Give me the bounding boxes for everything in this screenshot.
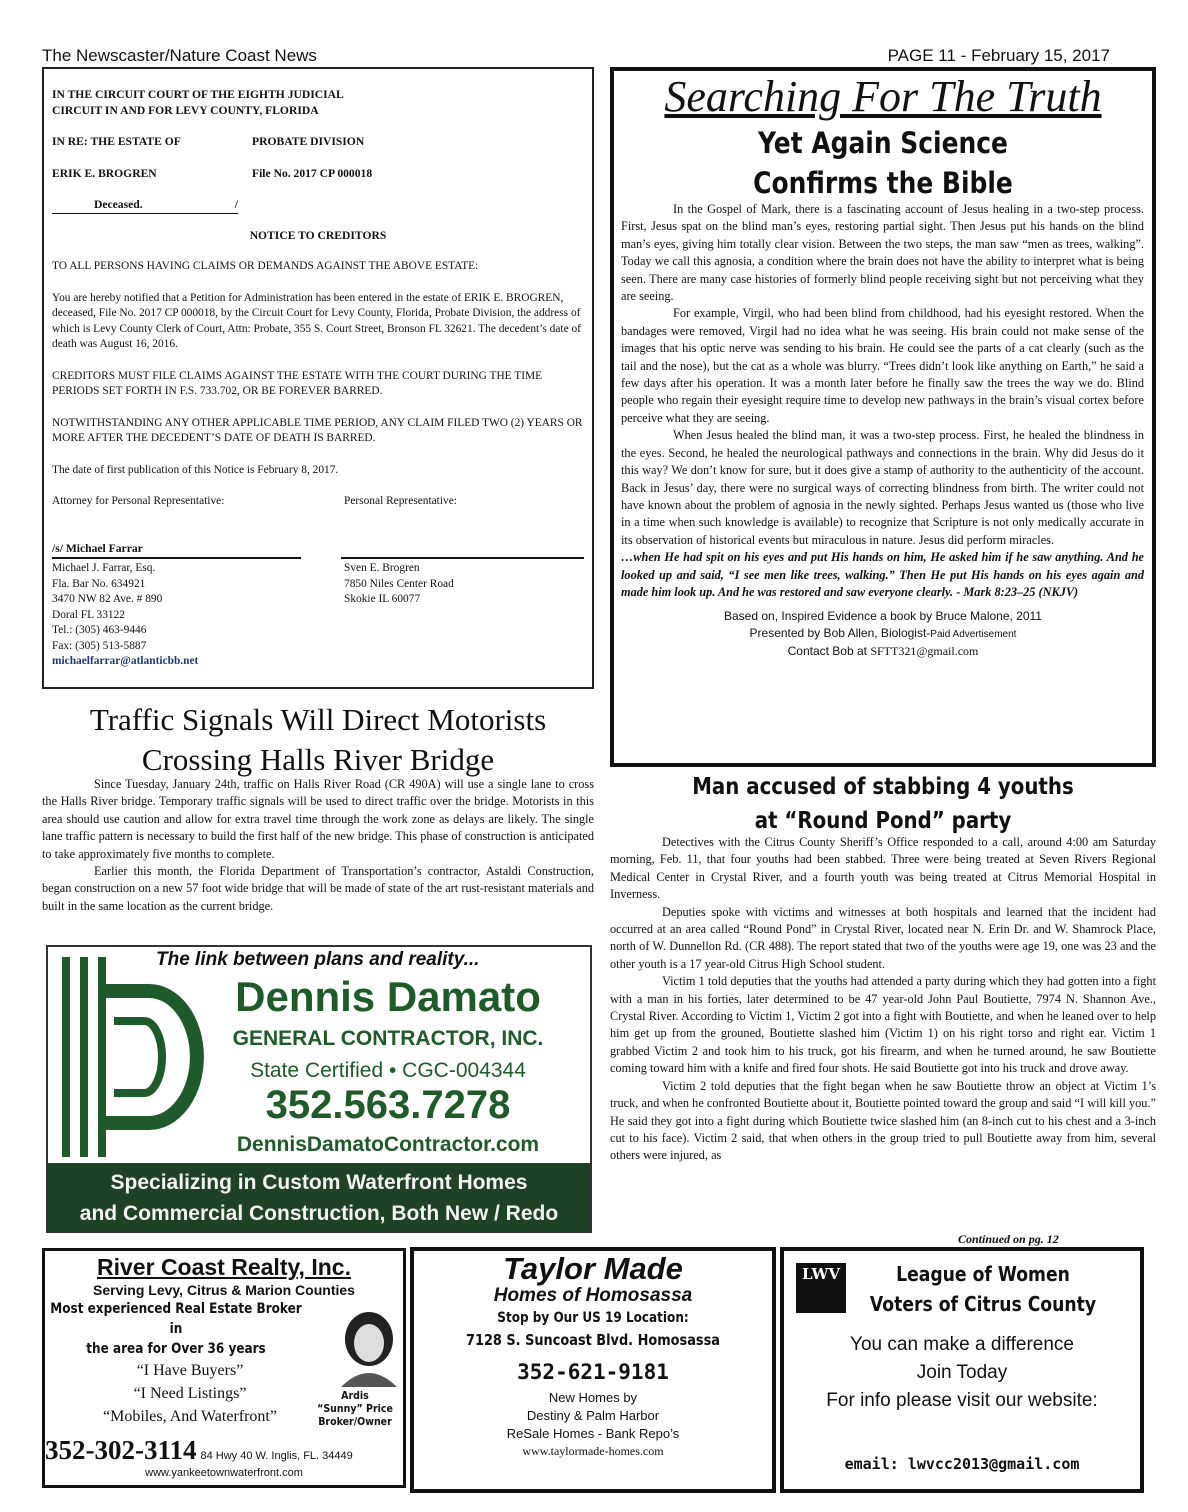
river-address: 84 Hwy 40 W. Inglis, FL. 34449 xyxy=(200,1450,353,1462)
stabbing-headline: Man accused of stabbing 4 youths at “Round Pond” party xyxy=(692,774,1074,834)
taylor-website[interactable]: www.taylormade-homes.com xyxy=(522,1444,664,1458)
league-message: You can make a difference Join Today For info please visit our website: xyxy=(826,1334,1098,1411)
taylor-stop: Stop by Our US 19 Location: xyxy=(497,1310,689,1326)
river-slogans: “I Have Buyers” “I Need Listings” “Mobiles, And Waterfront” xyxy=(103,1362,277,1425)
name-row: ERIK E. BROGREN File No. 2017 CP 000018 xyxy=(52,166,373,180)
taylor-services: New Homes by Destiny & Palm Harbor ReSale Homes - Bank Repo’s xyxy=(506,1390,680,1441)
damato-specialty-banner: Specializing in Custom Waterfront Homes and Commercial Construction, Both New / Redo xyxy=(48,1163,590,1231)
damato-name: Dennis Damato xyxy=(235,973,541,1020)
agent-photo-icon xyxy=(335,1309,403,1387)
league-name: League of Women Voters of Citrus County xyxy=(869,1262,1097,1316)
taylor-made-ad xyxy=(410,1247,776,1493)
continued-link[interactable]: Continued on pg. 12 xyxy=(958,1232,1059,1246)
searching-for-truth-box xyxy=(610,67,1156,767)
notice-p3: CREDITORS MUST FILE CLAIMS AGAINST THE ESTATE WITH THE COURT DURING THE TIME PERIODS SET FORTH IN F.S. 733.702, OR BE FOREVER BARRED. xyxy=(52,369,543,397)
page-date: PAGE 11 - February 15, 2017 xyxy=(887,46,1110,65)
attorney-label: Attorney for Personal Representative: xyxy=(52,495,225,507)
article-credits: Based on, Inspired Evidence a book by Bruce Malone, 2011 Presented by Bob Allen, Biologist-Paid Advertisement Contact Bob at SFTT321@gmail.com xyxy=(724,609,1042,659)
damato-logo-icon xyxy=(54,951,204,1161)
taylor-address: 7128 S. Suncoast Blvd. Homosassa xyxy=(466,1331,720,1349)
taylor-subtitle: Homes of Homosassa xyxy=(493,1285,693,1306)
damato-tagline: The link between plans and reality... xyxy=(156,949,480,970)
rep-signature-line xyxy=(341,541,584,560)
attorney-email[interactable]: michaelfarrar@atlanticbb.net xyxy=(52,655,199,667)
river-website[interactable]: www.yankeetownwaterfront.com xyxy=(145,1467,303,1479)
notice-p1: TO ALL PERSONS HAVING CLAIMS OR DEMANDS AGAINST THE ABOVE ESTATE: xyxy=(52,260,479,272)
damato-cert: State Certified • CGC-004344 xyxy=(250,1059,526,1082)
damato-company: GENERAL CONTRACTOR, INC. xyxy=(232,1027,544,1050)
league-ad xyxy=(780,1247,1144,1493)
attorney-block: Michael J. Farrar, Esq. Fla. Bar No. 634921 3470 NW 82 Ave. # 890 Doral FL 33122 Tel.: (305) 463-9446 Fax: (305) 513-5887 michaelfarrar@atlanticbb.net xyxy=(52,561,344,670)
traffic-body: Since Tuesday, January 24th, traffic on Halls River Road (CR 490A) will use a single lane to cross the Halls River bridge. Temporary traffic signals will be used to direct traffic over the bridge. Motorists in this area should use caution and allow for extra travel time through the work zone as delays are likely. The single lane traffic pattern is necessary to build the first half of the new bridge. This phase of construction is anticipated to take approximately five months to complete. Earlier this month, the Florida Department of Transportation’s contractor, Astaldi Construction, began construction on a new 57 foot wide bridge that will be made of state of the art rust-resistant materials and built in the same location as the current bridge. xyxy=(42,777,594,913)
river-coast-ad xyxy=(42,1248,406,1488)
notice-p4: NOTWITHSTANDING ANY OTHER APPLICABLE TIME PERIOD, ANY CLAIM FILED TWO (2) YEARS OR MORE AFTER THE DECEDENT’S DATE OF DEATH IS BARRED. xyxy=(52,416,583,444)
traffic-headline: Traffic Signals Will Direct Motorists Crossing Halls River Bridge xyxy=(89,702,547,777)
headline-line-1: Yet Again Science xyxy=(758,126,1008,160)
court-line-2: CIRCUIT IN AND FOR LEVY COUNTY, FLORIDA xyxy=(52,103,319,117)
scripture-quote: …when He had spit on his eyes and put His hands on him, He asked him if he saw anything. And he looked up and said, “I see men like trees, walking.” Then He put His hands on his eyes again and made him look up. And he was restored and saw everyone clearly. - Mark 8:23–25 (NKJV) xyxy=(621,550,1144,599)
column-title: Searching For The Truth xyxy=(664,72,1102,121)
notice-p5: The date of first publication of this Notice is February 8, 2017. xyxy=(52,463,339,476)
rep-block: Sven E. Brogren 7850 Niles Center Road Skokie IL 60077 xyxy=(344,562,454,605)
agent-caption: Ardis “Sunny” Price Broker/Owner xyxy=(317,1389,393,1428)
lwv-logo-icon: LWV xyxy=(796,1263,846,1313)
rep-label: Personal Representative: xyxy=(344,495,457,507)
court-line-1: IN THE CIRCUIT COURT OF THE EIGHTH JUDICIAL xyxy=(52,88,344,101)
taylor-name: Taylor Made xyxy=(503,1251,683,1286)
deceased-line: Deceased. / xyxy=(52,197,238,214)
damato-ad xyxy=(46,945,592,1233)
taylor-phone[interactable]: 352-621-9181 xyxy=(517,1360,669,1384)
river-contact xyxy=(45,1435,405,1466)
river-name: River Coast Realty, Inc. xyxy=(97,1254,351,1280)
stabbing-body: Detectives with the Citrus County Sheriff’s Office responded to a call, around 4:00 am Saturday morning, Feb. 11, that four youths had been stabbed. Three were being treated at Seven Rivers Regional Medical Center in Crystal River, and a fourth youth was being treated at Citrus Memorial Hospital in Inverness. Deputies spoke with victims and witnesses at both hospitals and learned that the incident had occurred at an area called “Round Pond” in Crystal River, located near N. Erin Dr. and W. Shamrock Place, north of W. Dunnellon Rd. (CR 488). The report stated that two of the youths were age 19, one was 23 and the other youth is a 17 year-old Citrus High School student. Victim 1 told deputies that the youths had attended a party during which they had gotten into a fight with a man in his forties, later determined to be 47 year-old John Paul Boutiette, 7974 N. Shannon Ave., Crystal River. According to Victim 1, Victim 2 got into a fight with Boutiette, and when he leaned over to help him get up from the grouned, Boutiette slashed him (Victim 1) on his right torso and right ear. Victim 1 grabbed Victim 2 and took him to his truck, got his firearm, and when he turned around, he saw Boutiette coming toward him with a knife and fired four shots. He said Boutiette got into his truck and drove away. Victim 2 told deputies that the fight began when he saw Boutiette throw an object at Victim 1’s truck, and when he confronted Boutiette about it, Boutiette pointed toward the group and said “I will kill you.” He said they got into a fight during which Boutiette twice slashed him (an 8-inch cut to his chest and a 3-inch cut to his face). Victim 2 said, that when others in the group tried to pull Boutiette away from him, several others were injured, as xyxy=(610,835,1156,1163)
attorney-signature: /s/ Michael Farrar xyxy=(52,541,143,555)
notice-title: NOTICE TO CREDITORS xyxy=(249,228,387,242)
river-phone[interactable]: 352-302-3114 xyxy=(45,1435,197,1465)
damato-phone: 352.563.7278 xyxy=(265,1083,511,1127)
legal-notice xyxy=(42,67,594,689)
notice-p2: You are hereby notified that a Petition for Administration has been entered in the estate of ERIK E. BROGREN, deceased, File No. 2017 CP 000018, by the Circuit Court for Levy County, Florida, Probate Division, the address of which is Levy County Clerk of Court, Attn: Probate, 355 S. Court Street, Bronson FL 32621. The decedent’s date of death was August 16, 2016. xyxy=(52,291,581,350)
league-email[interactable]: email: lwvcc2013@gmail.com xyxy=(844,1455,1080,1473)
publication-name: The Newscaster/Nature Coast News xyxy=(42,46,317,65)
damato-website[interactable]: DennisDamatoContractor.com xyxy=(236,1133,540,1156)
article-body: In the Gospel of Mark, there is a fascinating account of Jesus healing in a two-step process. First, Jesus spat on the blind man’s eyes, restoring partial sight. Then Jesus put his hands on the blind man’s eyes, giving him totally clear vision. Between the two steps, the man saw “men as trees, walking”. Today we call this agnosia, a condition where the brain does not have the ability to interpret what is being seen. There are many case histories of formerly blind people receiving sight but not perceiving what they are seeing. For example, Virgil, who had been blind from childhood, had his eyesight restored. When the bandages were removed, Virgil had no idea what he was seeing. His brain could not make sense of the images that his optic nerve was sending to his brain. He could see the parts of a cat clearly (such as the tail and the nose), but the cat as a whole was blurry. “Trees didn’t look like anything on Earth,” he said a few days after his operation. It was a month later before he finally saw the trees the way we do. Blind people who regain their eyesight require time to develop new pathways in the brain’s visual cortex before perceive what they are seeing. When Jesus healed the blind man, it was a two-step process. First, he healed the blindness in the eyes. Second, he healed the neurological pathways and connections in the brain. Why did Jesus do it this way? We don’t know for sure, but it does give a stamp of authority to the authenticity of the account. Back in Jesus’ day, there were no surgical ways of correcting blindness from birth. The writer could not have known about the problem of agnosia in the newly sighted. Perhaps Jesus wanted us (those who live in a time when such knowledge is available) to recognize that Scripture is not only medically accurate in its observation of historical events but miraculous in nature. Jesus did perform miracles. …when He had spit on his eyes and put His hands on him, He asked him if he saw anything. And he looked up and said, “I see men like trees, walking.” Then He put His hands on his eyes again and made him look up. And he was restored and saw everyone clearly. - Mark 8:23–25 (NKJV) xyxy=(614,201,1152,601)
headline-line-2: Confirms the Bible xyxy=(753,166,1013,200)
river-experience: Most experienced Real Estate Broker in the area for Over 36 years xyxy=(50,1301,302,1357)
estate-row: IN RE: THE ESTATE OF PROBATE DIVISION xyxy=(52,135,365,148)
river-serving: Serving Levy, Citrus & Marion Counties xyxy=(93,1282,355,1298)
